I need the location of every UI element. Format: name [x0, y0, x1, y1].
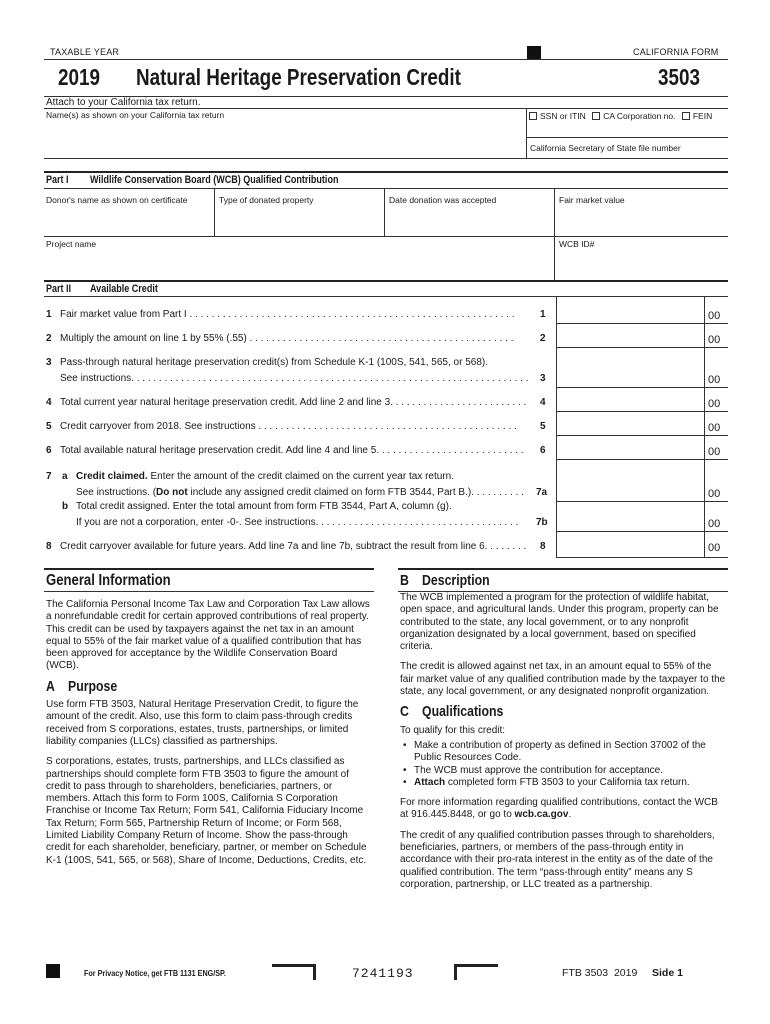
amount-column-left: [556, 296, 557, 558]
line-4-number: 4: [46, 397, 52, 408]
cents-column-divider: [704, 296, 705, 558]
part2-top-rule: [44, 280, 728, 282]
part1-top-rule: [44, 171, 728, 173]
line-8-ref: 8: [540, 541, 546, 552]
fair-market-value-header: Fair market value: [559, 195, 625, 205]
line-3-text-continued: See instructions. . . . . . . . . . . . . . . . . . . . . . . . . . . . . . . . . . . . . . . . . . . . . . . . . . . . . . . . . . . . . . . . . . . . . . . .: [60, 373, 529, 384]
part2-label: Part II: [46, 283, 72, 295]
part1-label: Part I: [46, 174, 69, 186]
line-4-text: Total current year natural heritage preservation credit. Add line 2 and line 3. . . . . . . . . . . . . . . . . . . . . . . . .: [60, 397, 527, 408]
line-7-number: 7: [46, 471, 52, 482]
purpose-paragraph-2: S corporations, estates, trusts, partnerships, and LLCs classified as partnerships should complete form FTB 3503 to figure the amount of credit to pass through to shareholders, beneficiaries, partners, or members. Attach this form to Form 100S, California S Corporation Franchise or Income Tax Return; Form 541, California Fiduciary Income Tax Return; Form 565, Partnership Return of Income; or Form 568, Limited Liability Company Return of Income. Show the pass-through credit for each shareholder, beneficiary, partner, or member on Schedule K-1 (100S, 541, 565, or 568), Share of Income, Deductions, Credits, etc.: [46, 756, 367, 866]
name-id-divider: [526, 108, 527, 158]
fein-label: FEIN: [692, 111, 713, 121]
names-input[interactable]: [46, 122, 522, 156]
line-1-amount-input[interactable]: [558, 303, 702, 323]
section-a-heading: [46, 677, 312, 695]
qualification-bullet-3: [400, 777, 726, 789]
line-3-amount-input[interactable]: [558, 367, 702, 387]
line-7b-ref: 7b: [536, 517, 548, 528]
line-6-amount-input[interactable]: [558, 439, 702, 459]
part1-col-divider-2: [384, 188, 385, 236]
line-6-rule: [556, 459, 728, 460]
project-name-input[interactable]: [46, 250, 550, 278]
line-1-number: 1: [46, 309, 52, 320]
section-c-heading: [400, 703, 667, 721]
donor-name-header: Donor's name as shown on certificate: [46, 195, 188, 205]
line-3-cents: 00: [708, 374, 721, 386]
part1-title: Wildlife Conservation Board (WCB) Qualified Contribution: [90, 174, 339, 186]
line-7b-cents: 00: [708, 518, 721, 530]
id-type-options: [529, 111, 712, 121]
section-a-title: Purpose: [68, 677, 118, 695]
line-1-text: Fair market value from Part I . . . . . . . . . . . . . . . . . . . . . . . . . . . . . . . . . . . . . . . . . . . . . . . . . . . . . . . . . . .: [60, 309, 515, 320]
line-8-cents: 00: [708, 542, 721, 554]
line-7a-ref: 7a: [536, 487, 548, 498]
privacy-notice: For Privacy Notice, get FTB 1131 ENG/SP.: [84, 969, 226, 978]
wcb-id-label: WCB ID#: [559, 239, 595, 249]
part1-col-divider-1: [214, 188, 215, 236]
project-name-label: Project name: [46, 239, 97, 249]
line-6-number: 6: [46, 445, 52, 456]
wcb-id-input[interactable]: [556, 250, 726, 278]
general-info-left-top-rule: [44, 568, 374, 570]
line-5-rule: [556, 435, 728, 436]
line-7a-amount-input[interactable]: [558, 481, 702, 501]
line-8-number: 8: [46, 541, 52, 552]
pass-through-paragraph: The credit of any qualified contribution passes through to shareholders, beneficiaries, partners, or members of the pass-through entity in accordance with their pro-rata interest in the entity as of the date of the qualified contribution. The term “pass-through entity” means any S corporation, partnership, or LLC treated as a partnership.: [400, 829, 715, 890]
section-b-letter: B: [400, 572, 409, 589]
general-info-title-rule: [44, 591, 374, 592]
property-type-input[interactable]: [216, 206, 382, 234]
tax-year: 2019: [58, 64, 100, 90]
form-number: 3503: [658, 64, 700, 90]
line-1-rule: [556, 323, 728, 324]
line-7a-bold: Credit claimed.: [76, 471, 148, 482]
line-6-ref: 6: [540, 445, 546, 456]
sos-file-label: California Secretary of State file number: [530, 143, 681, 153]
line-7b-text: Total credit assigned. Enter the total amount from form FTB 3544, Part A, column (g).: [76, 501, 452, 512]
attach-bold: Attach: [414, 776, 446, 788]
line-7b-text-continued: If you are not a corporation, enter -0-. See instructions. . . . . . . . . . . . . . . . . . . . . . . . . . . . . . . . . . . . .: [76, 517, 519, 528]
general-left-column: [46, 599, 370, 875]
footer-side: Side 1: [652, 967, 683, 979]
part2-header-rule: [44, 296, 728, 297]
line-7a-do-not: Do not: [156, 487, 188, 498]
footer-bracket-right: [454, 964, 498, 980]
line-3-rule: [556, 387, 728, 388]
general-right-column: [400, 592, 726, 899]
fair-market-value-input[interactable]: [556, 206, 726, 234]
line-7a-cents: 00: [708, 488, 721, 500]
line-7a-text-continued: [76, 487, 530, 498]
line-2-amount-input[interactable]: [558, 327, 702, 347]
line-5-ref: 5: [540, 421, 546, 432]
part1-header-rule: [44, 188, 728, 189]
qualification-bullet-1: • Make a contribution of property as defined in Section 37002 of the Public Resources Code.: [400, 740, 726, 765]
wcb-link[interactable]: wcb.ca.gov: [514, 809, 569, 821]
line-8-text: Credit carryover available for future years. Add line 7a and line 7b, subtract the result from line 6. . . . . . . .: [60, 541, 527, 552]
line-7b-rule: [556, 531, 728, 532]
wcb-contact-paragraph: [400, 797, 726, 822]
date-accepted-input[interactable]: [386, 206, 552, 234]
line-4-cents: 00: [708, 398, 721, 410]
line-5-text: Credit carryover from 2018. See instructions . . . . . . . . . . . . . . . . . . . . . . . . . . . . . . . . . . . . . . . . . . . . . . .: [60, 421, 517, 432]
header-bottom-rule: [44, 158, 728, 159]
line-8-rule: [556, 557, 728, 558]
line-7a-rule: [556, 501, 728, 502]
form-title: Natural Heritage Preservation Credit: [136, 64, 461, 90]
section-c-title: Qualifications: [422, 703, 504, 721]
general-info-right-top-rule: [398, 568, 728, 570]
form-code: 7241193: [352, 966, 414, 981]
general-intro: The California Personal Income Tax Law and Corporation Tax Law allows a nonrefundable credit for certain approved contributions of real property. This credit can be used by taxpayers against the net tax in an amount equal to 55% of the fair market value of a qualified contribution that has been approved for acceptance by the Wildlife Conservation Board (WCB).: [46, 599, 370, 672]
taxable-year-label: TAXABLE YEAR: [50, 47, 120, 57]
line-1-cents: 00: [708, 310, 721, 322]
part2-title: Available Credit: [90, 283, 158, 295]
qualifications-intro: To qualify for this credit:: [400, 724, 506, 736]
section-a-letter: A: [46, 677, 55, 695]
section-b-heading: [400, 572, 490, 589]
description-paragraph-2: The credit is allowed against net tax, in an amount equal to 55% of the fair market value of any qualified contribution made by the taxpayer to the state, any local government, or any designated nonprofit organization.: [400, 661, 726, 698]
line-2-text: Multiply the amount on line 1 by 55% (.55) . . . . . . . . . . . . . . . . . . . . . . . . . . . . . . . . . . . . . . . . . . . . . . . .: [60, 333, 514, 344]
donor-name-input[interactable]: [46, 206, 212, 234]
line-4-rule: [556, 411, 728, 412]
line-3-ref: 3: [540, 373, 546, 384]
line-7a-text: [76, 471, 550, 482]
fein-checkbox[interactable]: [682, 112, 690, 120]
header-top-rule: [44, 59, 728, 60]
line-5-amount-input[interactable]: [558, 415, 702, 435]
footer-form-ref: FTB 3503 2019: [562, 967, 638, 979]
line-5-cents: 00: [708, 422, 721, 434]
sos-row-top: [526, 137, 728, 138]
line-6-cents: 00: [708, 446, 721, 458]
part1-mid-rule: [44, 236, 728, 237]
attach-instruction: Attach to your California tax return.: [46, 97, 201, 108]
section-c-letter: C: [400, 703, 409, 721]
purpose-paragraph-1: Use form FTB 3503, Natural Heritage Preservation Credit, to figure the amount of the credit. Also, use this form to claim pass-through credits received from S corporations, estates, trusts, partnerships, or limited liability companies (LLCs) classified as partnerships.: [46, 699, 359, 747]
line-4-ref: 4: [540, 397, 546, 408]
ca-corp-checkbox[interactable]: [592, 112, 600, 120]
line-7a-desc: Enter the amount of the credit claimed on the current year tax return.: [147, 471, 454, 482]
date-accepted-header: Date donation was accepted: [389, 195, 497, 205]
line-7b-letter: b: [62, 501, 69, 512]
ssn-itin-label: SSN or ITIN: [540, 111, 586, 121]
line-2-rule: [556, 347, 728, 348]
part1-col-divider-3: [554, 188, 555, 280]
line-3-number: 3: [46, 357, 52, 368]
line-5-number: 5: [46, 421, 52, 432]
line-6-text: Total available natural heritage preservation credit. Add line 4 and line 5. . . . . . . . . . . . . . . . . . . . . . . . . . .: [60, 445, 524, 456]
registration-mark-bottom-left: [46, 964, 60, 978]
line-2-ref: 2: [540, 333, 546, 344]
line-2-number: 2: [46, 333, 52, 344]
wcb-contact-text: For more information regarding qualified contributions, contact the WCB at 916.445.8448, or go to: [400, 797, 718, 821]
registration-mark-top: [527, 46, 541, 60]
qualification-bullet-2: • The WCB must approve the contribution for acceptance.: [400, 765, 726, 777]
line-8-amount-input[interactable]: [558, 535, 702, 555]
wcb-contact-end: .: [568, 809, 572, 821]
line-2-cents: 00: [708, 334, 721, 346]
line-7a-letter: a: [62, 471, 68, 482]
names-label: Name(s) as shown on your California tax return: [46, 110, 225, 120]
line-7a-cont-post: include any assigned credit claimed on form FTB 3544, Part B.). . . . . . . . . .: [187, 487, 524, 498]
footer-bracket-left: [272, 964, 316, 980]
line-1-ref: 1: [540, 309, 546, 320]
ca-corp-label: CA Corporation no.: [603, 111, 676, 121]
line-7a-cont-pre: See instructions. (: [76, 487, 157, 498]
section-b-title: Description: [422, 572, 490, 589]
california-form-label: CALIFORNIA FORM: [633, 47, 719, 57]
property-type-header: Type of donated property: [219, 195, 314, 205]
general-info-title: General Information: [46, 572, 171, 589]
line-3-text: Pass-through natural heritage preservation credit(s) from Schedule K-1 (100S, 541, 565, or 568).: [60, 357, 489, 368]
attach-text: completed form FTB 3503 to your California tax return.: [445, 776, 690, 788]
ssn-itin-checkbox[interactable]: [529, 112, 537, 120]
description-paragraph-1: The WCB implemented a program for the protection of wildlife habitat, open space, and agricultural lands. Under this program, property can be contributed to the state, any local government, or to any nonprofit organization designated by a local government, based on specified criteria.: [400, 592, 719, 653]
name-row-top: [44, 108, 728, 109]
line-4-amount-input[interactable]: [558, 391, 702, 411]
line-7b-amount-input[interactable]: [558, 511, 702, 531]
